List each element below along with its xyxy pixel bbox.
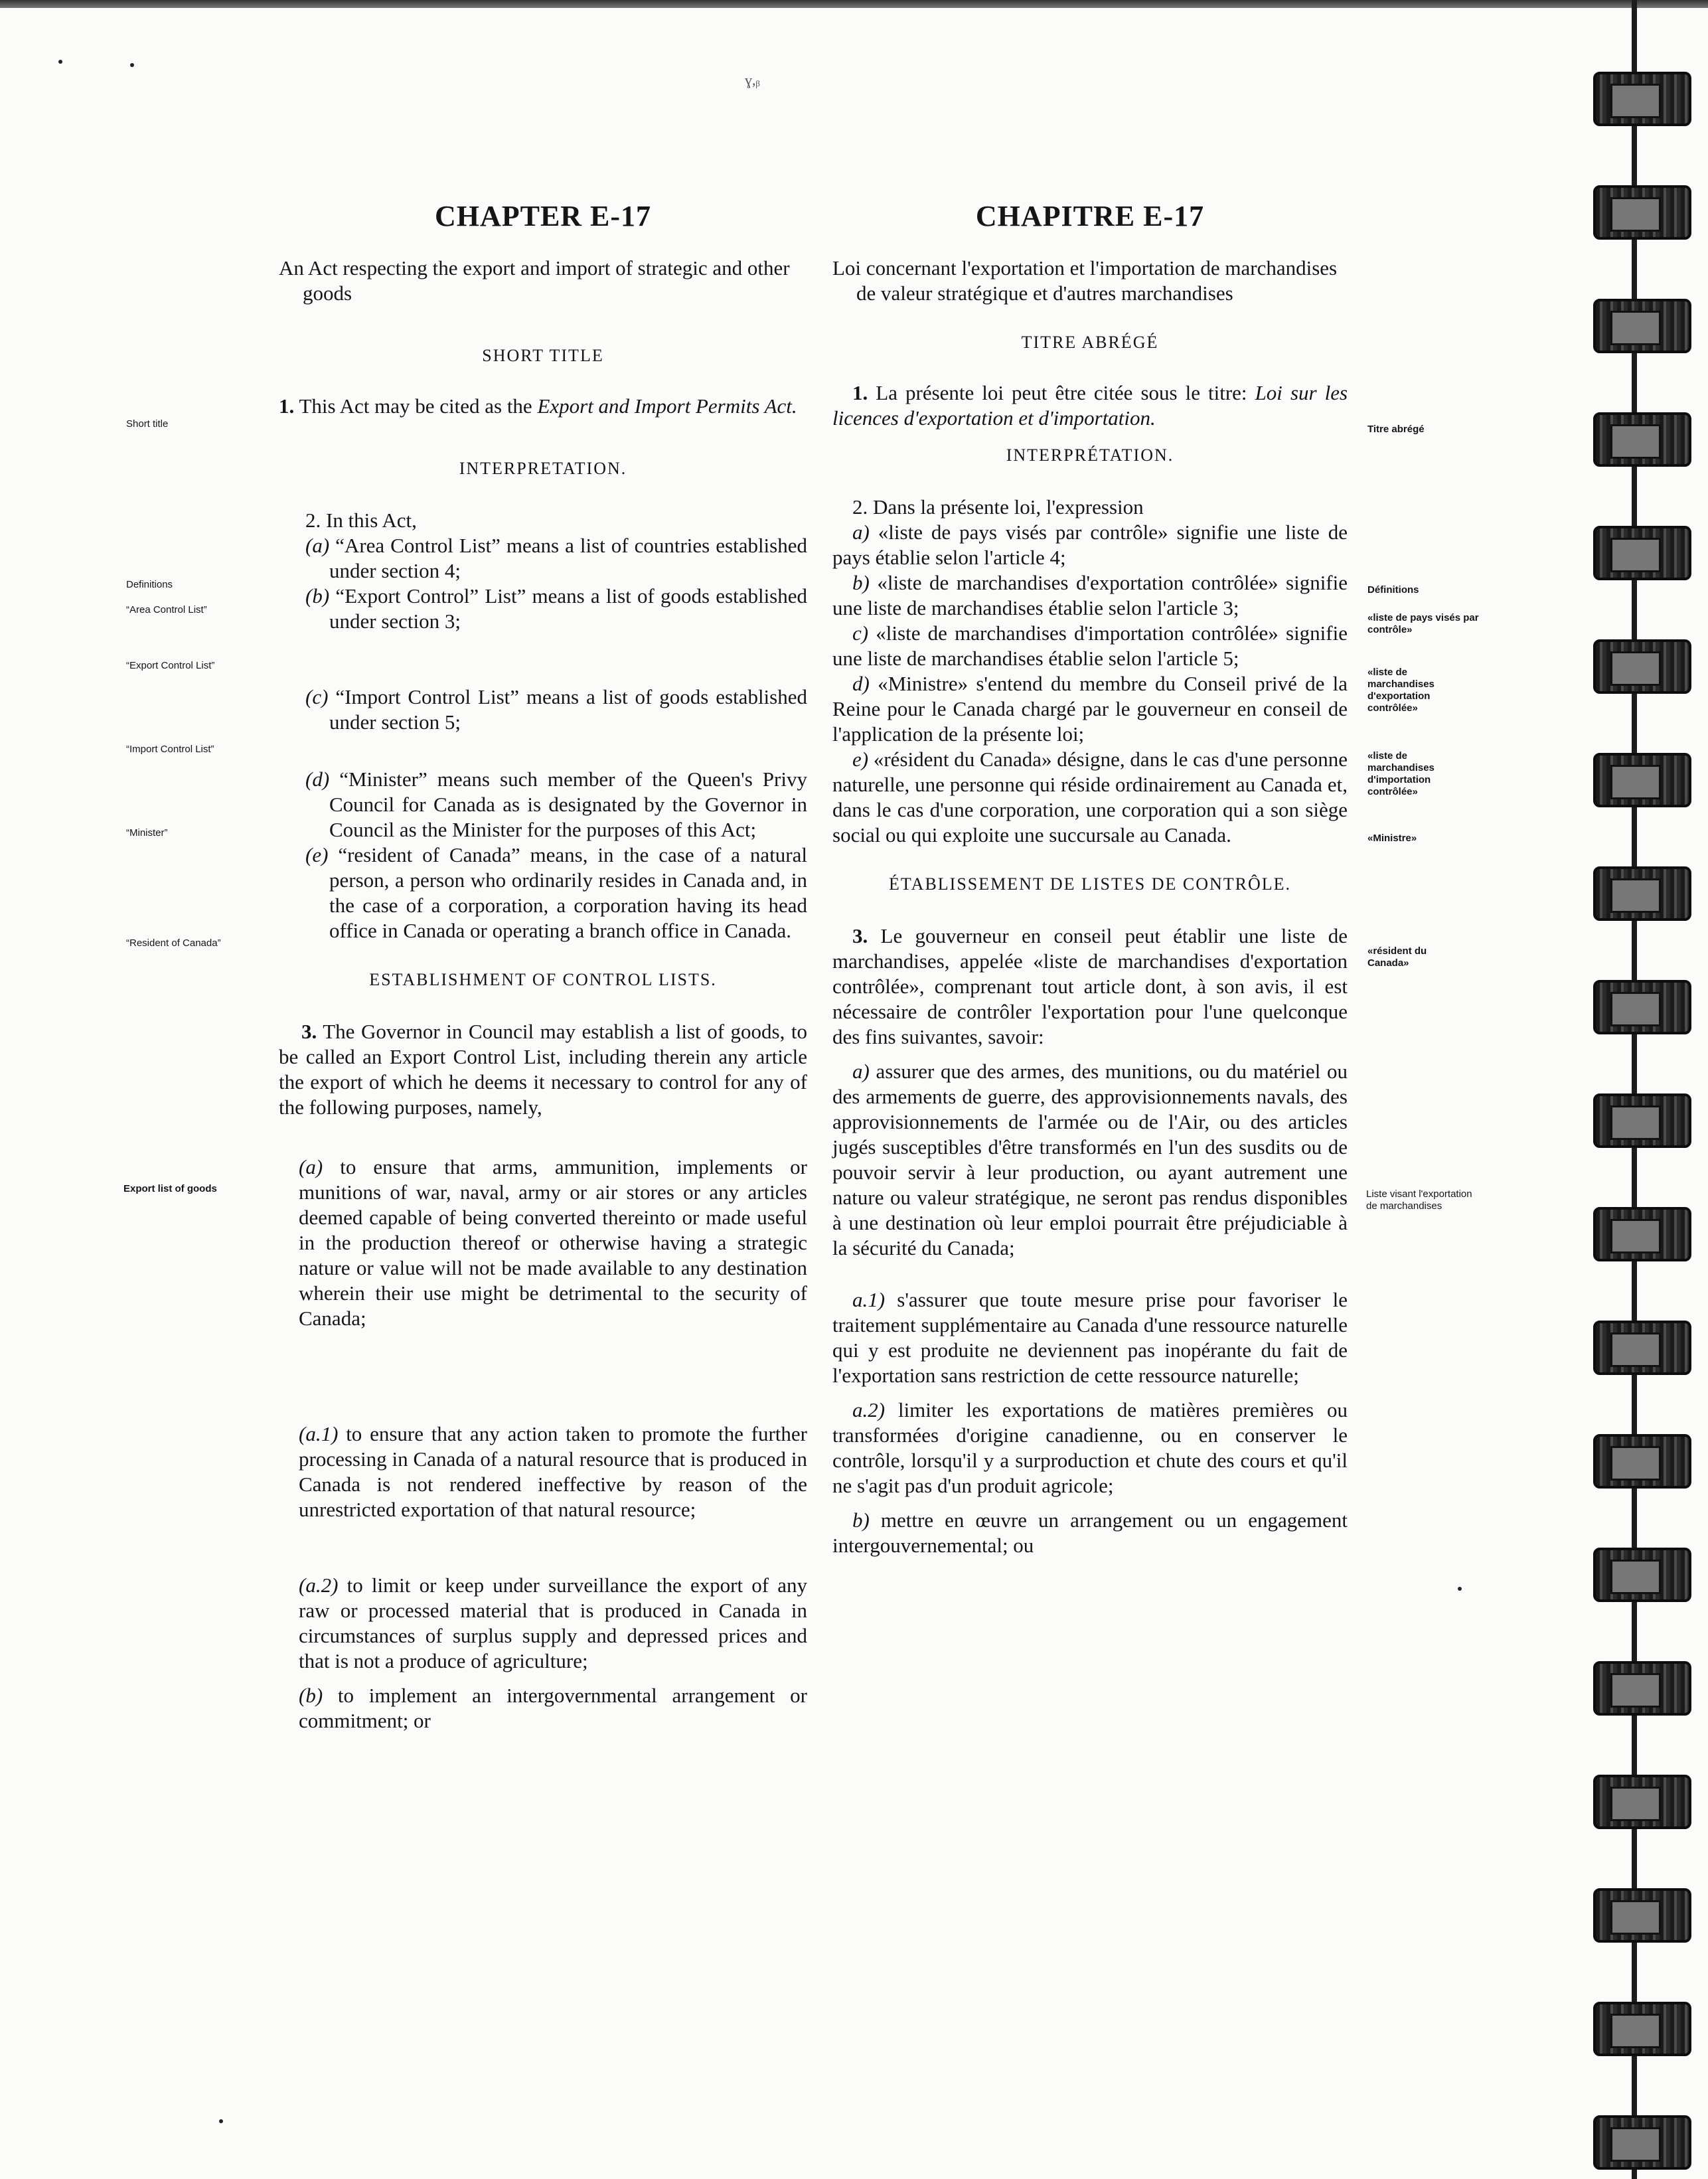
scan-speck [58, 60, 62, 64]
clause-label: b) [852, 1508, 870, 1532]
spiral-binding [1593, 0, 1708, 2179]
binding-ring [1593, 1775, 1691, 1829]
clause-label: e) [852, 748, 869, 771]
binding-ring [1593, 1093, 1691, 1148]
clause-text: “Import Control List” means a list of goods established under section 5; [329, 685, 807, 734]
clause-label: (d) [305, 767, 330, 791]
binding-hole [1610, 1673, 1661, 1708]
english-column [279, 199, 807, 1734]
section-text: This Act may be cited as the [299, 394, 532, 418]
section-number: 3. [301, 1020, 317, 1043]
article-2-intro: 2. Dans la présente loi, l'expression [852, 495, 1144, 519]
loi-subtitle: Loi concernant l'exportation et l'importation de marchandises de valeur stratégique et d'autres marchandises [832, 256, 1338, 305]
binding-hole [1610, 84, 1661, 118]
clause-text: «résident du Canada» désigne, dans le cas d'une personne naturelle, une personne qui réside ordinairement au Canada et, dans le cas d'une corporation, une corporation qui a son siège social ou qui exploite une succursale au Canada. [832, 748, 1348, 847]
clause-text: «liste de marchandises d'importation contrôlée» signifie une liste de marchandises établie selon l'article 5; [832, 621, 1348, 670]
definition-d-fr [832, 671, 1348, 747]
clause-label: (b) [299, 1684, 323, 1707]
binding-ring [1593, 299, 1691, 353]
clause-text: «liste de pays visés par contrôle» signifie une liste de pays établie selon l'article 4; [832, 521, 1348, 569]
chapter-heading: CHAPTER E-17 [434, 200, 652, 232]
section-number: 3. [852, 924, 868, 947]
scan-top-edge [0, 0, 1708, 8]
clause-label: (c) [305, 685, 329, 708]
definition-b [305, 584, 807, 634]
margin-short-title: Short title [126, 418, 169, 430]
section-number: 1. [852, 381, 868, 404]
french-column [832, 199, 1348, 1558]
binding-hole [1610, 992, 1661, 1026]
clause-text: «Ministre» s'entend du membre du Conseil privé de la Reine pour le Canada chargé par le gouverneur en conseil de l'application de la présente loi; [832, 672, 1348, 746]
clause-text: to ensure that any action taken to promote the further processing in Canada of a natural resource that is produced in Canada is not rendered ineffective by reason of the unrestricted exportation of that natural resource; [299, 1422, 807, 1521]
definition-e [305, 843, 807, 943]
section-2-intro: 2. In this Act, [305, 509, 417, 532]
definition-c [305, 685, 807, 735]
clause-label: (e) [305, 843, 329, 866]
margin-liste-pays: «liste de pays visés par contrôle» [1367, 612, 1479, 635]
binding-ring [1593, 2115, 1691, 2170]
margin-liste-export: «liste de marchandises d'exportation contrôlée» [1367, 667, 1435, 714]
margin-area-control: “Area Control List” [126, 604, 207, 615]
clause-label: (b) [305, 584, 330, 607]
binding-ring [1593, 980, 1691, 1034]
margin-resident: “Resident of Canada” [126, 937, 221, 949]
section-text: Le gouverneur en conseil peut établir une liste de marchandises, appelée «liste de marchandises d'exportation contrôlée», comprenant tout article dont, à son avis, il est nécessaire de contrôler l'exportation pour l'une quelconque des fins suivantes, savoir: [832, 924, 1348, 1048]
chapitre-heading: CHAPITRE E-17 [975, 200, 1205, 232]
clause-label: (a) [299, 1155, 323, 1178]
binding-hole [1610, 1105, 1661, 1140]
clause-text: “Area Control List” means a list of countries established under section 4; [329, 534, 807, 582]
binding-hole [1610, 1332, 1661, 1367]
scan-speck [1458, 1587, 1462, 1591]
binding-hole [1610, 1560, 1661, 1594]
article-3 [832, 924, 1348, 1050]
margin-minister: “Minister” [126, 827, 168, 839]
margin-import-control: “Import Control List” [126, 744, 214, 755]
binding-ring [1593, 1207, 1691, 1261]
clause-label: d) [852, 672, 870, 695]
margin-definitions-fr: Définitions [1367, 584, 1419, 596]
section-text: La présente loi peut être citée sous le titre: [876, 381, 1247, 404]
binding-hole [1610, 538, 1661, 572]
clause-text: to ensure that arms, ammunition, implements or munitions of war, naval, army or air stores or any articles deemed capable of being converted thereinto or made useful in the production thereof or otherwise having a strategic nature or value will not be made available to any destination wherein their use might be detrimental to the security of Canada; [299, 1155, 807, 1330]
binding-ring [1593, 639, 1691, 694]
clause-text: “Minister” means such member of the Queen's Privy Council for Canada as is designated by the Governor in Council as the Minister for the purposes of this Act; [329, 767, 807, 841]
definition-b-fr [832, 570, 1348, 621]
definition-c-fr [832, 621, 1348, 671]
binding-hole [1610, 2127, 1661, 2162]
definition-a-fr [832, 520, 1348, 570]
margin-ministre: «Ministre» [1367, 833, 1417, 844]
clause-text: “resident of Canada” means, in the case of a natural person, a person who ordinarily resides in Canada and, in the case of a corporation, a corporation having its head office in Canada or operating a branch office in Canada. [329, 843, 808, 942]
binding-ring [1593, 1661, 1691, 1716]
clause-3b [299, 1683, 807, 1734]
clause-text: «liste de marchandises d'exportation contrôlée» signifie une liste de marchandises établie selon l'article 3; [832, 571, 1348, 619]
clause-label: a.2) [852, 1398, 886, 1421]
binding-hole [1610, 424, 1661, 459]
clause-text: mettre en œuvre un arrangement ou un engagement intergouvernemental; ou [832, 1508, 1348, 1557]
section-number: 1. [279, 394, 295, 418]
binding-ring [1593, 185, 1691, 240]
clause-3a1 [299, 1421, 807, 1522]
scan-speck [219, 2119, 223, 2123]
clause-label: c) [852, 621, 869, 645]
interpretation-section: INTERPRETATION. [459, 459, 627, 478]
scan-speck [130, 63, 134, 67]
clause-text: assurer que des armes, des munitions, ou du matériel ou des armements de guerre, des approvisionnements navals, des approvisionnements de l'armée ou de l'Air, ou des articles jugés susceptibles d'être transformés en l'un des susdits ou de pouvoir servir à leur production, ou ayant autrement une nature ou valeur stratégique, ne seront pas rendus disponibles à une destination où leur emploi pourrait être préjudiciable à la sécurité du Canada; [832, 1060, 1348, 1259]
definition-a [305, 533, 807, 584]
clause-text: limiter les exportations de matières premières ou transformées d'origine canadienne, ou en conserver le contrôle, lorsqu'il y a surproduction et chute des cours et qu'il ne s'agit pas d'un produit agricole; [832, 1398, 1348, 1497]
clause-label: (a.1) [299, 1422, 339, 1445]
margin-liste-visant: Liste visant l'exportation de marchandises [1366, 1188, 1472, 1212]
clause-label: b) [852, 571, 870, 594]
clause-text: to limit or keep under surveillance the export of any raw or processed material that is produced in Canada in circumstances of surplus supply and depressed prices and that is not a produce of agriculture; [299, 1574, 808, 1672]
clause-label: (a) [305, 534, 330, 557]
titre-abrege-section: TITRE ABRÉGÉ [1021, 333, 1159, 352]
binding-ring [1593, 1434, 1691, 1489]
binding-ring [1593, 753, 1691, 807]
margin-export-control: “Export Control List” [126, 660, 215, 671]
short-title-section: SHORT TITLE [482, 346, 604, 365]
establishment-section: ESTABLISHMENT OF CONTROL LISTS. [369, 970, 717, 989]
binding-hole [1610, 197, 1661, 232]
act-name: Export and Import Permits Act. [537, 394, 797, 418]
margin-export-list: Export list of goods [123, 1183, 217, 1194]
act-name: Loi sur les licences d'exportation et d'importation. [832, 381, 1348, 430]
clause-3a2-fr [832, 1398, 1348, 1498]
margin-titre-abrege: Titre abrégé [1367, 424, 1425, 435]
clause-text: to implement an intergovernmental arrangement or commitment; or [299, 1684, 808, 1732]
binding-hole [1610, 311, 1661, 345]
binding-hole [1610, 1900, 1661, 1935]
section-3 [279, 1019, 807, 1120]
clause-label: a.1) [852, 1288, 886, 1311]
binding-hole [1610, 2014, 1661, 2048]
article-1 [832, 380, 1348, 431]
binding-ring [1593, 866, 1691, 921]
section-1 [279, 394, 807, 419]
act-subtitle: An Act respecting the export and import of strategic and other goods [279, 256, 790, 305]
clause-3a2 [299, 1573, 807, 1674]
clause-3a1-fr [832, 1287, 1348, 1388]
clause-label: a) [852, 1060, 870, 1083]
binding-ring [1593, 526, 1691, 580]
interpretation-section-fr: INTERPRÉTATION. [1006, 445, 1174, 465]
margin-liste-import: «liste de marchandises d'importation contrôlée» [1367, 750, 1435, 797]
binding-ring [1593, 1888, 1691, 1943]
definition-d [305, 767, 807, 843]
margin-resident-fr: «résident du Canada» [1367, 945, 1427, 969]
binding-hole [1610, 765, 1661, 799]
binding-ring [1593, 412, 1691, 467]
binding-hole [1610, 1219, 1661, 1253]
clause-text: “Export Control” List” means a list of goods established under section 3; [329, 584, 808, 633]
binding-ring [1593, 1321, 1691, 1375]
binding-hole [1610, 878, 1661, 913]
clause-3a [299, 1155, 807, 1331]
clause-label: a) [852, 521, 870, 544]
margin-definitions: Definitions [126, 579, 173, 590]
etablissement-section: ÉTABLISSEMENT DE LISTES DE CONTRÔLE. [888, 874, 1292, 894]
section-text: The Governor in Council may establish a list of goods, to be called an Export Control List, including therein any article the export of which he deems it necessary to control for any of the following purposes, namely, [279, 1020, 807, 1119]
binding-hole [1610, 1446, 1661, 1481]
definition-e-fr [832, 747, 1348, 848]
clause-3b-fr [832, 1508, 1348, 1558]
binding-ring [1593, 2002, 1691, 2056]
clause-3a-fr [832, 1059, 1348, 1261]
binding-ring [1593, 72, 1691, 126]
clause-label: (a.2) [299, 1574, 339, 1597]
binding-ring [1593, 1548, 1691, 1602]
page-mark: ɣ,ᵦ [745, 72, 760, 88]
clause-text: s'assurer que toute mesure prise pour favoriser le traitement supplémentaire au Canada d'une ressource naturelle qui y est produite ne deviennent pas inopérante du fait de l'exportation sans restriction de cette ressource naturelle; [832, 1288, 1348, 1387]
binding-hole [1610, 1787, 1661, 1821]
binding-hole [1610, 651, 1661, 686]
